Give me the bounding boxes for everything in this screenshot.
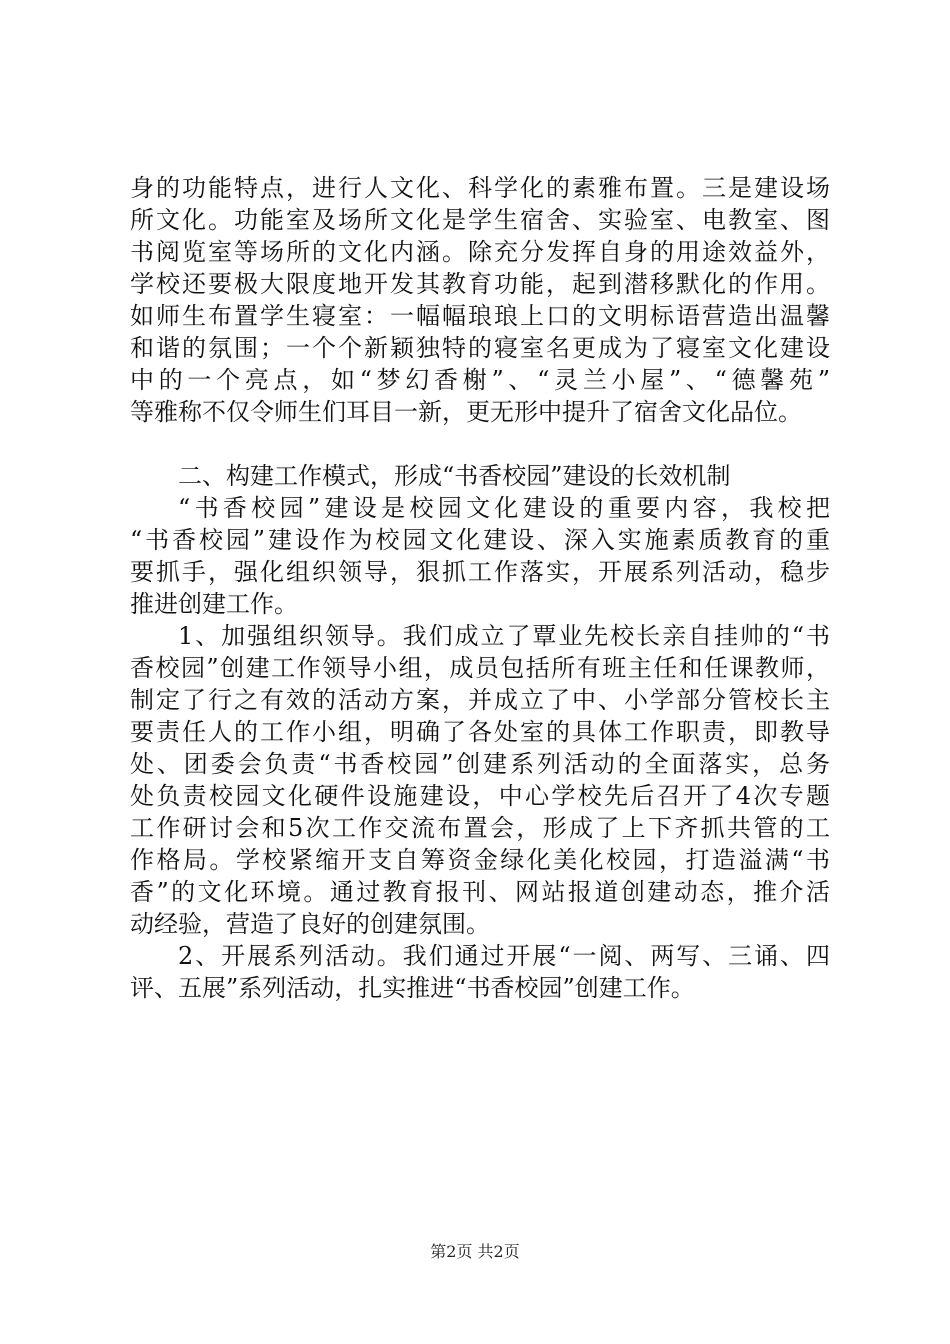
- text-line: 2、开展系列活动。我们通过开展“一阅、两写、三诵、四: [178, 942, 830, 970]
- paragraph-gap: [130, 428, 830, 460]
- text-line: 和谐的氛围；一个个新颖独特的寝室名更成为了寝室文化建设: [130, 334, 830, 362]
- page-footer: [0, 1242, 950, 1262]
- text-line: 要责任人的工作小组，明确了各处室的具体工作职责，即教导: [130, 718, 830, 746]
- paragraph-leadership: [130, 620, 830, 940]
- text-line: 书阅览室等场所的文化内涵。除充分发挥自身的用途效益外，: [130, 238, 830, 266]
- paragraph-activities: [130, 940, 830, 1004]
- paragraph-site-culture: [130, 172, 830, 428]
- text-line: 推进创建工作。: [130, 590, 298, 618]
- text-line: 动经验，营造了良好的创建氛围。: [130, 910, 490, 938]
- text-line: 评、五展”系列活动，扎实推进“书香校园”创建工作。: [130, 974, 695, 1002]
- text-line: 学校还要极大限度地开发其教育功能，起到潜移默化的作用。: [130, 270, 830, 298]
- document-body: [130, 172, 830, 1004]
- text-line: 作格局。学校紧缩开支自筹资金绿化美化校园，打造溢满“书: [130, 846, 830, 874]
- text-line: 香”的文化环境。通过教育报刊、网站报道创建动态，推介活: [130, 878, 830, 906]
- text-line: 所文化。功能室及场所文化是学生宿舍、实验室、电教室、图: [130, 206, 830, 234]
- text-line: “书香校园”建设是校园文化建设的重要内容，我校把: [178, 494, 830, 522]
- text-line: 等雅称不仅令师生们耳目一新，更无形中提升了宿舍文化品位。: [130, 398, 802, 426]
- text-line: 制定了行之有效的活动方案，并成立了中、小学部分管校长主: [130, 686, 830, 714]
- text-line: 身的功能特点，进行人文化、科学化的素雅布置。三是建设场: [130, 174, 830, 202]
- text-line: 中的一个亮点，如“梦幻香榭”、“灵兰小屋”、“德馨苑”: [130, 366, 830, 394]
- paragraph-intro: [130, 492, 830, 620]
- text-line: 1、加强组织领导。我们成立了覃业先校长亲自挂帅的“书: [178, 622, 830, 650]
- text-line: “书香校园”建设作为校园文化建设、深入实施素质教育的重: [130, 526, 830, 554]
- text-line: 要抓手，强化组织领导，狠抓工作落实，开展系列活动，稳步: [130, 558, 830, 586]
- section-heading: 二、构建工作模式，形成“书香校园”建设的长效机制: [178, 462, 731, 490]
- text-line: 处、团委会负责“书香校园”创建系列活动的全面落实，总务: [130, 750, 830, 778]
- text-line: 如师生布置学生寝室：一幅幅琅琅上口的文明标语营造出温馨: [130, 302, 830, 330]
- text-line: 香校园”创建工作领导小组，成员包括所有班主任和任课教师，: [130, 654, 830, 682]
- page-number-label: 第2页 共2页: [430, 1242, 520, 1261]
- text-line: 工作研讨会和5次工作交流布置会，形成了上下齐抓共管的工: [130, 814, 830, 842]
- text-line: 处负责校园文化硬件设施建设，中心学校先后召开了4次专题: [130, 782, 830, 810]
